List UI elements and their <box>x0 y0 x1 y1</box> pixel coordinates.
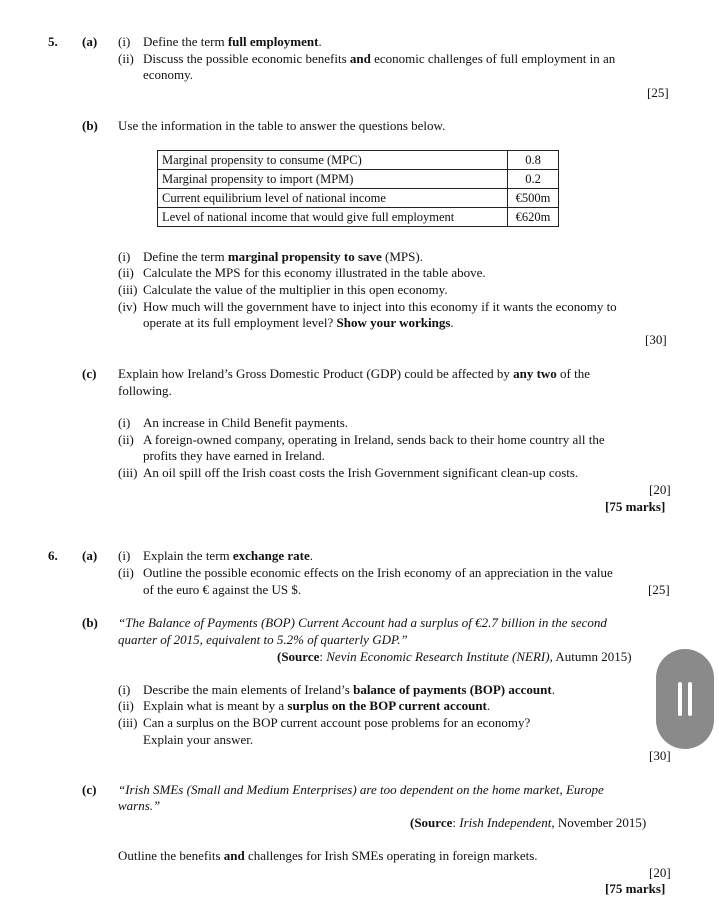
table-cell-value: €500m <box>508 189 559 208</box>
q5-total-marks: [75 marks] <box>605 499 666 514</box>
scroll-drag-handle[interactable] <box>656 649 714 749</box>
q5a-marks: [25] <box>647 85 669 100</box>
table-row <box>158 208 559 227</box>
grip-line-icon <box>678 682 682 716</box>
table-row <box>158 151 559 170</box>
q5b-ii-num: (ii) <box>118 265 134 280</box>
q6a-i-text: Explain the term exchange rate. <box>143 548 314 563</box>
q5b-iii-text: Calculate the value of the multiplier in this open economy. <box>143 282 448 297</box>
q5b-marks: [30] <box>645 332 667 347</box>
q5-part-b-label: (b) <box>82 118 98 133</box>
q6b-iii-num: (iii) <box>118 715 138 730</box>
question-5-number: 5. <box>48 34 58 49</box>
q6b-source: (Source: Nevin Economic Research Institute (NERI), Autumn 2015) <box>277 649 632 664</box>
q5b-iv-num: (iv) <box>118 299 137 314</box>
table-row <box>158 189 559 208</box>
q6c-quote-line2: warns.” <box>118 798 161 813</box>
q5b-i-text: Define the term marginal propensity to save (MPS). <box>143 249 423 264</box>
q5a-i-text: Define the term full employment. <box>143 34 322 49</box>
q5b-ii-text: Calculate the MPS for this economy illustrated in the table above. <box>143 265 486 280</box>
q6-part-b-label: (b) <box>82 615 98 630</box>
q5b-iv-text: How much will the government have to inject into this economy if it wants the economy to <box>143 299 617 314</box>
q5c-marks: [20] <box>649 482 671 497</box>
q6b-i-num: (i) <box>118 682 131 697</box>
q5c-intro: Explain how Ireland’s Gross Domestic Product (GDP) could be affected by any two of the <box>118 366 591 381</box>
q5c-i-num: (i) <box>118 415 131 430</box>
q5b-i-num: (i) <box>118 249 131 264</box>
q5a-ii-text: Discuss the possible economic benefits and economic challenges of full employment in an <box>143 51 616 66</box>
q6-part-a-label: (a) <box>82 548 98 563</box>
table-cell-value: 0.2 <box>508 170 559 189</box>
q5b-iv-text-line2: operate at its full employment level? Show your workings. <box>143 315 454 330</box>
table-cell-value: 0.8 <box>508 151 559 170</box>
q6b-ii-num: (ii) <box>118 698 134 713</box>
table-cell-label: Marginal propensity to import (MPM) <box>158 170 508 189</box>
q6b-iii-text-line2: Explain your answer. <box>143 732 254 747</box>
table-cell-value: €620m <box>508 208 559 227</box>
q6a-ii-text: Outline the possible economic effects on the Irish economy of an appreciation in the value <box>143 565 613 580</box>
q6c-quote: “Irish SMEs (Small and Medium Enterprises) are too dependent on the home market, Europe <box>118 782 604 797</box>
table-cell-label: Level of national income that would give full employment <box>158 208 508 227</box>
grip-line-icon <box>688 682 692 716</box>
q6b-ii-text: Explain what is meant by a surplus on the BOP current account. <box>143 698 491 713</box>
q5a-ii-num: (ii) <box>118 51 134 66</box>
q6-part-c-label: (c) <box>82 782 97 797</box>
q5-part-c-label: (c) <box>82 366 97 381</box>
q6b-i-text: Describe the main elements of Ireland’s balance of payments (BOP) account. <box>143 682 555 697</box>
q6a-ii-text-line2: of the euro € against the US $. <box>143 582 302 597</box>
q6c-task: Outline the benefits and challenges for Irish SMEs operating in foreign markets. <box>118 848 538 863</box>
q5c-iii-text: An oil spill off the Irish coast costs the Irish Government significant clean-up costs. <box>143 465 579 480</box>
table-row <box>158 170 559 189</box>
q5a-i-num: (i) <box>118 34 131 49</box>
q5c-ii-text-line2: profits they have earned in Ireland. <box>143 448 325 463</box>
q6-total-marks: [75 marks] <box>605 881 666 896</box>
q5b-intro: Use the information in the table to answer the questions below. <box>118 118 446 133</box>
q6c-marks: [20] <box>649 865 671 880</box>
q5a-ii-text-line2: economy. <box>143 67 194 82</box>
q6b-marks: [30] <box>649 748 671 763</box>
table-cell-label: Marginal propensity to consume (MPC) <box>158 151 508 170</box>
q5b-iii-num: (iii) <box>118 282 138 297</box>
q5c-intro-line2: following. <box>118 383 172 398</box>
q6b-quote: “The Balance of Payments (BOP) Current Account had a surplus of €2.7 billion in the second <box>118 615 607 630</box>
q6a-i-num: (i) <box>118 548 131 563</box>
economy-data-table <box>157 150 559 227</box>
q5-part-a-label: (a) <box>82 34 98 49</box>
q6b-quote-line2: quarter of 2015, equivalent to 5.2% of quarterly GDP.” <box>118 632 408 647</box>
q6a-ii-num: (ii) <box>118 565 134 580</box>
question-6-number: 6. <box>48 548 58 563</box>
q6c-source: (Source: Irish Independent, November 2015) <box>410 815 647 830</box>
table-cell-label: Current equilibrium level of national income <box>158 189 508 208</box>
q6a-marks: [25] <box>648 582 670 597</box>
q5c-i-text: An increase in Child Benefit payments. <box>143 415 349 430</box>
q5c-ii-num: (ii) <box>118 432 134 447</box>
q5c-ii-text: A foreign-owned company, operating in Ireland, sends back to their home country all the <box>143 432 605 447</box>
q5c-iii-num: (iii) <box>118 465 138 480</box>
q6b-iii-text: Can a surplus on the BOP current account pose problems for an economy? <box>143 715 531 730</box>
